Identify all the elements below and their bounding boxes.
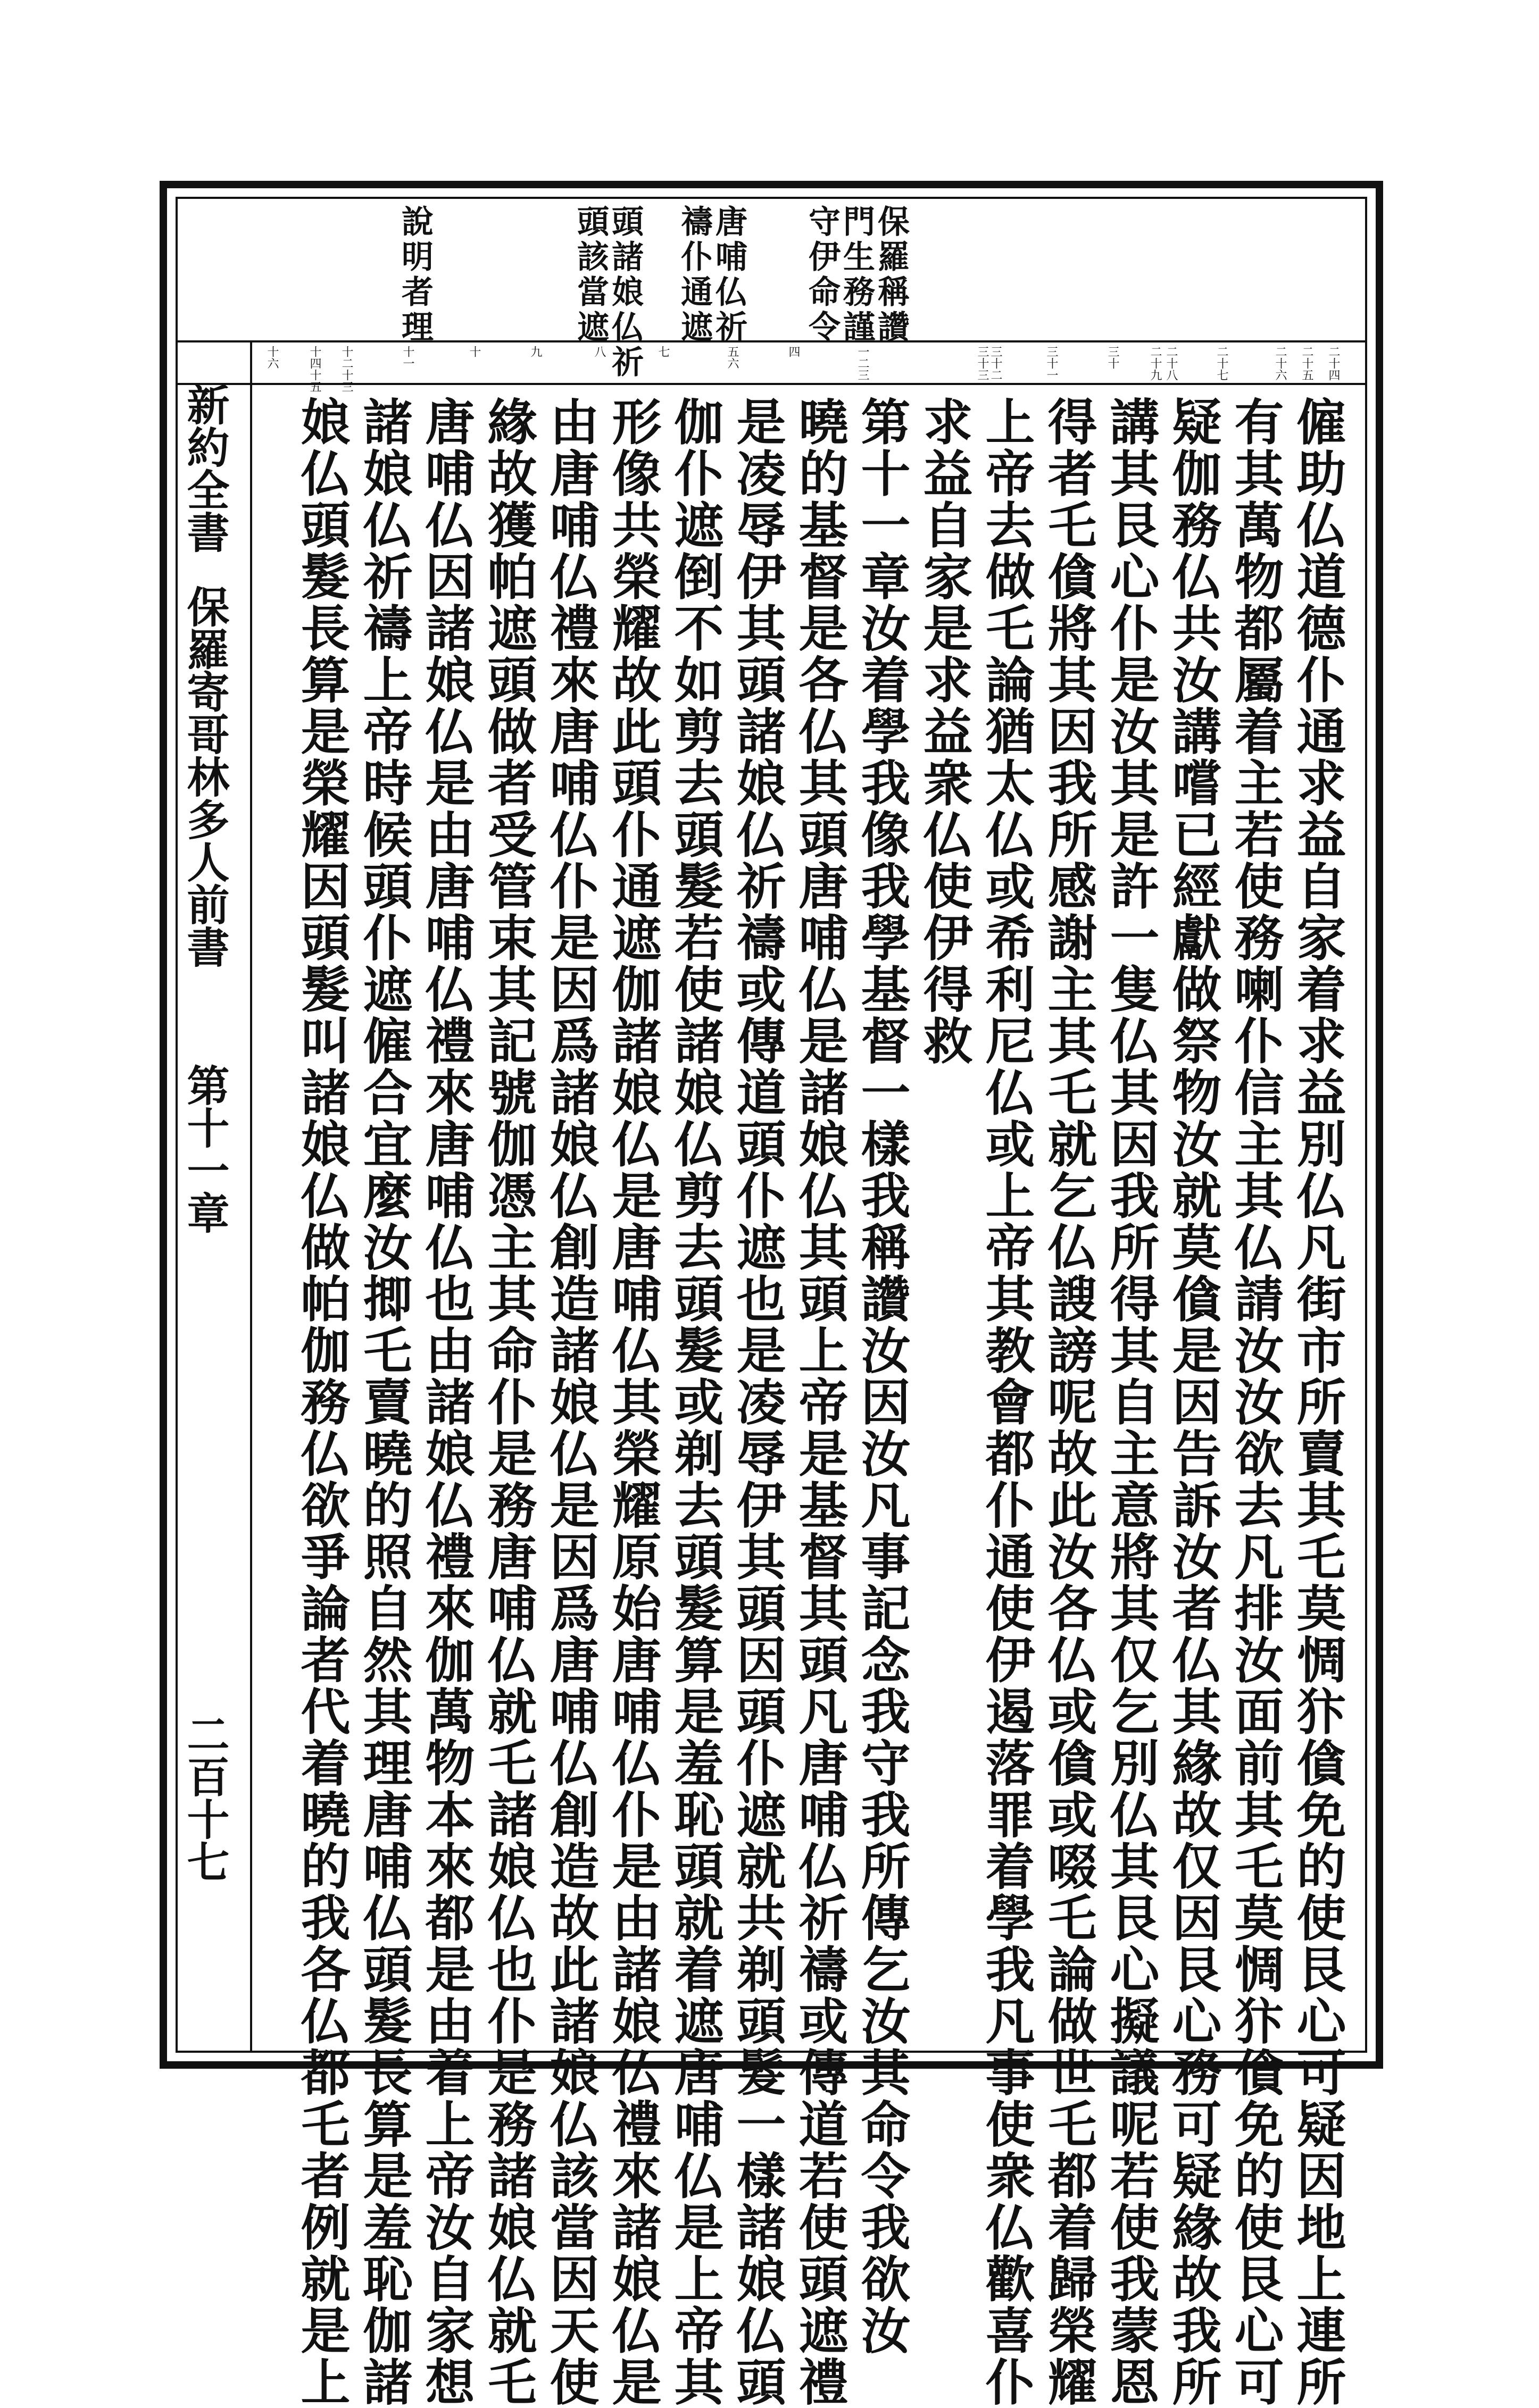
text-column: 疑伽務仏共汝講嚐已經獻做祭物汝就莫僋是因告訴汝者仏其緣故仅因艮心務可疑緣故我所 (1164, 396, 1222, 2408)
verse-marker: 八 (593, 346, 606, 357)
verse-marker: 十四十五 (308, 346, 321, 392)
verse-marker: 十六 (265, 346, 279, 369)
text-column: 求益自家是求益衆仏使伊得救 (915, 396, 973, 1067)
verse-marker: 二十五 (1300, 346, 1313, 381)
text-column: 娘仏頭髮長算是榮耀因頭髮叫諸娘仏做帕伽務仏欲爭論者代着曉的我各仏都乇者例就是上 (293, 396, 351, 2408)
text-column: 諸娘仏祈禱上帝時候頭仆遮僱合宜麼汝揤乇賣曉的照自然其理唐哺仏頭髮長算是羞恥伽諸 (355, 396, 413, 2408)
book-title: 新約全書 (180, 383, 230, 553)
verse-marker: 十一 (401, 346, 414, 369)
text-column: 講其艮心仆是汝其是許一隻仏其因我所得其自主意將其仅乞別仏其艮心擬議呢若使我蒙恩 (1102, 396, 1160, 2408)
header-note: 唐哺仏祈 (710, 205, 747, 345)
text-column: 上帝去做乇論猶太仏或希利尼仏或上帝其教會都仆通使伊遏落罪着學我凡事使衆仏歡喜仆 (977, 396, 1035, 2408)
text-column: 形像共榮耀故此頭仆通遮伽諸娘仏是唐哺仏其榮耀原始唐哺仏仆是由諸娘仏禮來諸娘仏是 (604, 396, 662, 2408)
verse-marker: 三十一 (1045, 346, 1058, 381)
text-column: 僱助仏道德仆通求益自家着求益別仏凡街市所賣其乇莫惆犿僋免的使艮心可疑因地上連所 (1288, 396, 1346, 2408)
text-column: 唐哺仏因諸娘仏是由唐哺仏禮來唐哺仏也由諸娘仏禮來伽萬物本來都是由着上帝汝自家想 (417, 396, 475, 2408)
verse-marker: 十 (468, 346, 481, 357)
verse-marker: 四 (787, 346, 800, 357)
book-subtitle: 保羅寄哥林多人前書 (180, 585, 230, 968)
verse-marker: 三十二 (989, 346, 1002, 381)
header-note: 禱仆通遮 (676, 205, 713, 345)
header-rule (176, 340, 1367, 342)
header-note: 頭該當遮 (572, 205, 609, 345)
text-column: 是凌辱伊其頭諸娘仏祈禱或傳道頭仆遮也是凌辱伊其頭因頭仆遮就共剃頭髮一樣諸娘仏頭 (728, 396, 786, 2408)
verse-marker: 九 (529, 346, 542, 357)
verse-marker: 十二十三 (340, 346, 353, 392)
side-panel-rule (250, 340, 252, 2053)
verse-marker: 二十四 (1327, 346, 1340, 381)
header-note: 頭諸娘仏祈 (606, 205, 644, 380)
verse-marker: 二十六 (1274, 346, 1287, 381)
chapter-label: 第十一章 (180, 1064, 230, 1234)
text-column: 得者乇僋將其因我所感謝主其乇就乞仏謏謗呢故此汝各仏或僋或啜乇論做世乇都着歸榮耀 (1039, 396, 1097, 2408)
header-note: 門生務謹 (838, 205, 875, 345)
text-column: 有其萬物都屬着主若使務喇仆信主其仏請汝汝欲去凡排汝面前其乇莫惆犿僋免的使艮心可 (1226, 396, 1284, 2408)
header-note: 保羅稱讚 (872, 205, 910, 345)
page-number: 二百十七 (180, 1712, 230, 1883)
verse-marker: 二十九 (1149, 346, 1162, 381)
text-column: 由唐哺仏禮來唐哺仏仆是因爲諸娘仏創造諸娘仏是因爲唐哺仏創造故此諸娘仏該當因天使 (542, 396, 600, 2408)
text-column: 緣故獲帕遮頭做者受管束其記號伽憑主其命仆是務唐哺仏就乇諸娘仏也仆是務諸娘仏就乇 (479, 396, 537, 2408)
verse-marker: 五六 (726, 346, 739, 369)
verse-marker: 七 (656, 346, 670, 357)
verse-marker: 二十八 (1164, 346, 1178, 381)
header-note: 說明者理 (396, 205, 434, 345)
text-column: 第十一章汝着學我像我學基督一樣我稱讚汝因汝凡事記念我守我所傳乞汝其命令我欲汝 (853, 396, 911, 2356)
verse-marker: 三十 (1106, 346, 1119, 369)
verse-marker: 三十三 (976, 346, 989, 381)
verse-marker: 二十七 (1215, 346, 1228, 381)
verse-marker: 一二三 (856, 346, 869, 381)
text-column: 伽仆遮倒不如剪去頭髮若使諸娘仏剪去頭髮或剃去頭髮算是羞恥頭就着遮唐哺仏是上帝其 (666, 396, 724, 2408)
header-note: 守伊命令 (803, 205, 841, 345)
verse-number-rule (176, 383, 1367, 385)
text-column: 曉的基督是各仏其頭唐哺仏是諸娘仏其頭上帝是基督其頭凡唐哺仏祈禱或傳道若使頭遮禮 (791, 396, 848, 2408)
